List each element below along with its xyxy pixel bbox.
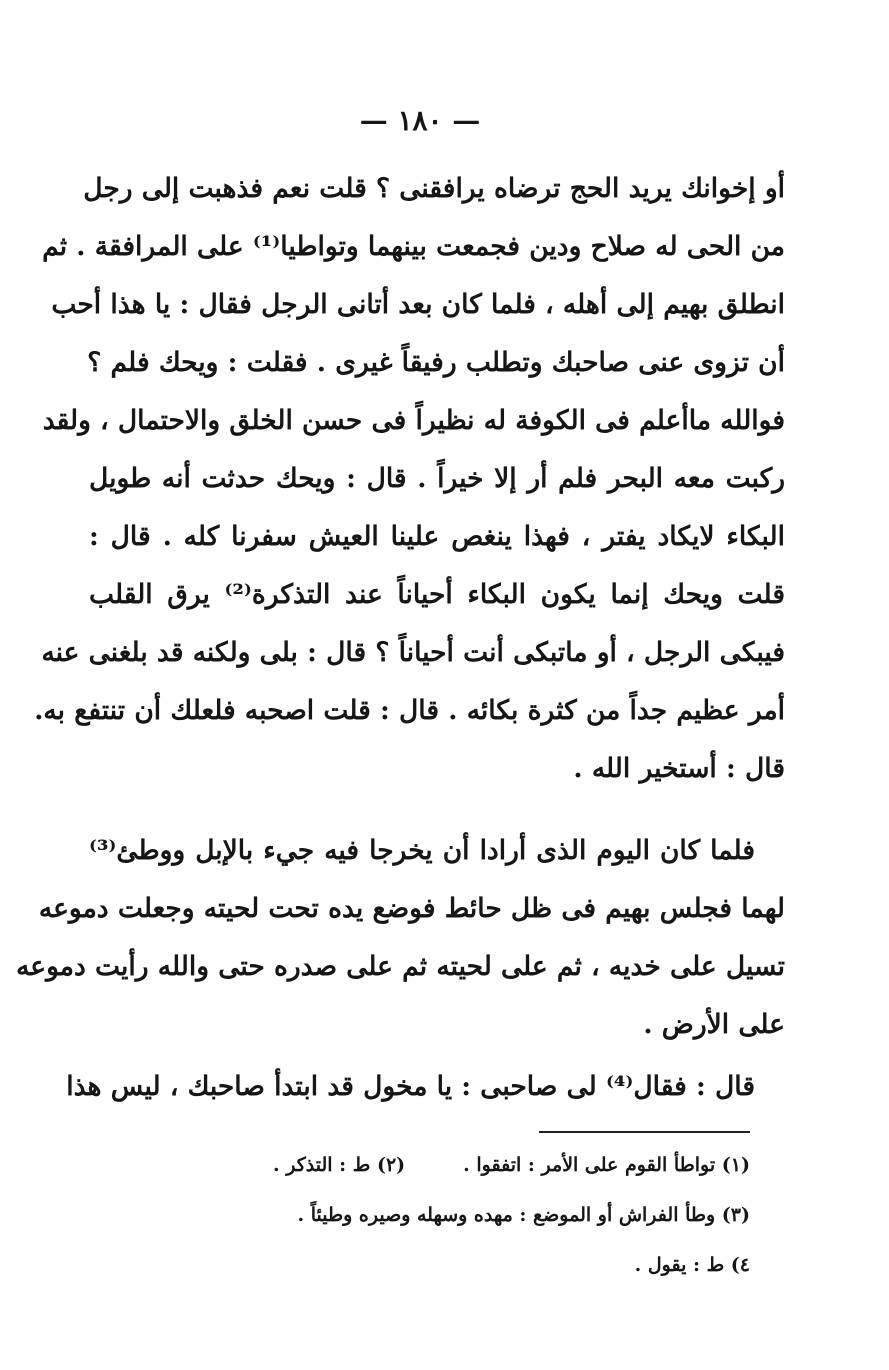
page-number: — ١٨٠ — <box>359 104 481 137</box>
footnotes <box>160 1140 750 1290</box>
text-line: فوالله ماأعلم فى الكوفة له نظيراً فى حسن الخلق والاحتمال ، ولقد <box>42 405 785 436</box>
text-line: انطلق بهيم إلى أهله ، فلما كان بعد أتانى الرجل فقال : يا هذا أحب <box>51 289 785 320</box>
text-line: تسيل على خديه ، ثم على لحيته ثم على صدره حتى والله رأيت دموعه <box>16 951 785 982</box>
text-line: قال : أستخير الله . <box>573 753 785 784</box>
text-line: لهما فجلس بهيم فى ظل حائط فوضع يده تحت لحيته وجعلت دموعه <box>38 893 785 924</box>
paragraph-1 <box>34 160 785 798</box>
footnote-2: (٢) ط : التذكر . <box>273 1154 406 1176</box>
paragraph-3 <box>66 1058 785 1116</box>
footnote-1: (١) تواطأ القوم على الأمر : اتفقوا . <box>463 1154 750 1176</box>
text-line: أو إخوانك يريد الحج ترضاه يرافقنى ؟ قلت نعم فذهبت إلى رجل <box>83 173 785 204</box>
text-line: ركبت معه البحر فلم أر إلا خيراً . قال : ويحك حدثت أنه طويل <box>89 463 785 494</box>
text-line: قلت ويحك إنما يكون البكاء أحياناً عند التذكرة⁽²⁾ يرق القلب <box>89 579 785 610</box>
text-line: أمر عظيم جداً من كثرة بكائه . قال : قلت اصحبه فلعلك أن تنتفع به. <box>34 695 785 726</box>
footnote-3: (٣) وطأ الفراش أو الموضع : مهده وسهله وصيره وطيئاً . <box>297 1204 750 1226</box>
paragraph-2 <box>16 822 785 1054</box>
footnote-4: ٤) ط : يقول . <box>634 1254 750 1276</box>
text-line: على الأرض . <box>643 1009 785 1040</box>
text-line: البكاء لايكاد يفتر ، فهذا ينغص علينا العيش سفرنا كله . قال : <box>89 521 785 552</box>
text-line: قال : فقال⁽⁴⁾ لى صاحبى : يا مخول قد ابتدأ صاحبك ، ليس هذا <box>66 1071 755 1102</box>
text-line: فلما كان اليوم الذى أرادا أن يخرجا فيه جيء بالإبل ووطئ⁽³⁾ <box>89 835 755 866</box>
text-line: من الحى له صلاح ودين فجمعت بينهما وتواطيا⁽¹⁾ على المرافقة . ثم <box>42 231 785 262</box>
footnote-separator <box>539 1131 750 1133</box>
footnote-row <box>160 1140 750 1190</box>
text-line: فيبكى الرجل ، أو ماتبكى أنت أحياناً ؟ قال : بلى ولكنه قد بلغنى عنه <box>41 637 785 668</box>
text-line: أن تزوى عنى صاحبك وتطلب رفيقاً غيرى . فقلت : ويحك فلم ؟ <box>87 347 785 378</box>
